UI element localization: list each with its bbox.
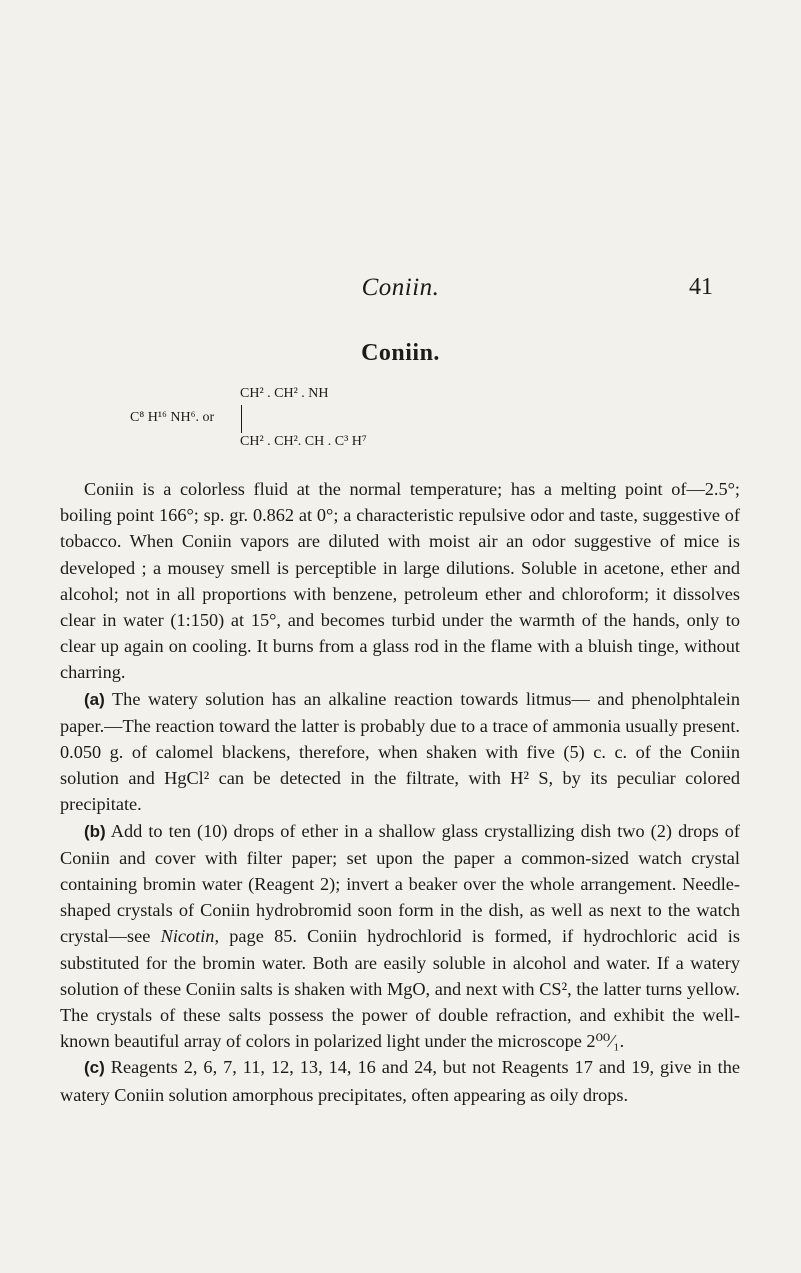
paragraph-intro: Coniin is a colorless fluid at the normal temperature; has a melting point of—2.5°; boiling point 166°; sp. gr. 0.862 at 0°; a characteristic repulsive odor and taste, suggestive of tobacco. When Coniin vapors are diluted with moist air an odor suggestive of mice is developed ; a mousey smell is perceptible in large dilutions. Soluble in acetone, ether and alcohol; not in all proportions with benzene, petroleum ether and chloroform; it dissolves clear in water (1:150) at 15°, and becomes turbid under the warmth of the hands, only to clear up again on cooling. It burns from a glass rod in the flame with a bluish tinge, without charring. (60, 479, 740, 683)
formula-top-line: CH² . CH² . NH (240, 386, 329, 401)
paragraph-b (60, 818, 740, 1055)
paragraph-c (60, 1054, 740, 1107)
paragraph-c-text: Reagents 2, 6, 7, 11, 12, 13, 14, 16 and 24, but not Reagents 17 and 19, give in the watery Coniin solution amorphous precipitates, often appearing as oily drops. (60, 1057, 740, 1105)
paragraph-b-label: (b) (84, 821, 106, 841)
paragraph-b-ref: Nicotin, (160, 926, 220, 947)
page-number: 41 (689, 274, 713, 300)
paragraph-b-text-1: Add to ten (10) drops of ether in a shallow glass crystallizing dish two (2) drops of Coniin and cover with filter paper; set upon the paper a common-sized watch crystal containing bromin water (Reagent 2); invert a beaker over the whole arrangement. Needle-shaped crystals of Coniin hydrobromid soon form in the dish, as well as next to the watch crystal—see (60, 820, 740, 947)
paragraph-a (60, 686, 740, 818)
formula-bond-line (241, 405, 242, 433)
formula-bottom-line: CH² . CH². CH . C³ H⁷ (240, 434, 367, 449)
running-head-title: Coniin. (361, 274, 440, 301)
chemical-formula (130, 386, 510, 466)
body-text (60, 476, 740, 1108)
formula-left: C⁸ H¹⁶ NH⁶. or (130, 410, 215, 425)
paragraph-b-text-2: page 85. Coniin hydrochlorid is formed, if hydrochloric acid is substituted for the bromin water. Both are easily soluble in alcohol and water. If a watery solution of these Coniin salts is shaken with MgO, and next with CS², the latter turns yellow. The crystals of these salts possess the power of double refraction, and exhibit the well-known beautiful array of colors in polarized light under the microscope 2⁰⁰⁄₁. (60, 926, 740, 1052)
section-title: Coniin. (361, 340, 440, 366)
paragraph-c-label: (c) (84, 1058, 105, 1078)
paragraph-a-text: The watery solution has an alkaline reaction towards litmus— and phenolphtalein paper.—The reaction toward the latter is probably due to a trace of ammonia usually present. 0.050 g. of calomel blackens, therefore, when shaken with five (5) c. c. of the Coniin solution and HgCl² can be detected in the filtrate, with H² S, by its peculiar colored precipitate. (60, 688, 740, 815)
running-head (0, 274, 801, 306)
paragraph-a-label: (a) (84, 689, 105, 709)
